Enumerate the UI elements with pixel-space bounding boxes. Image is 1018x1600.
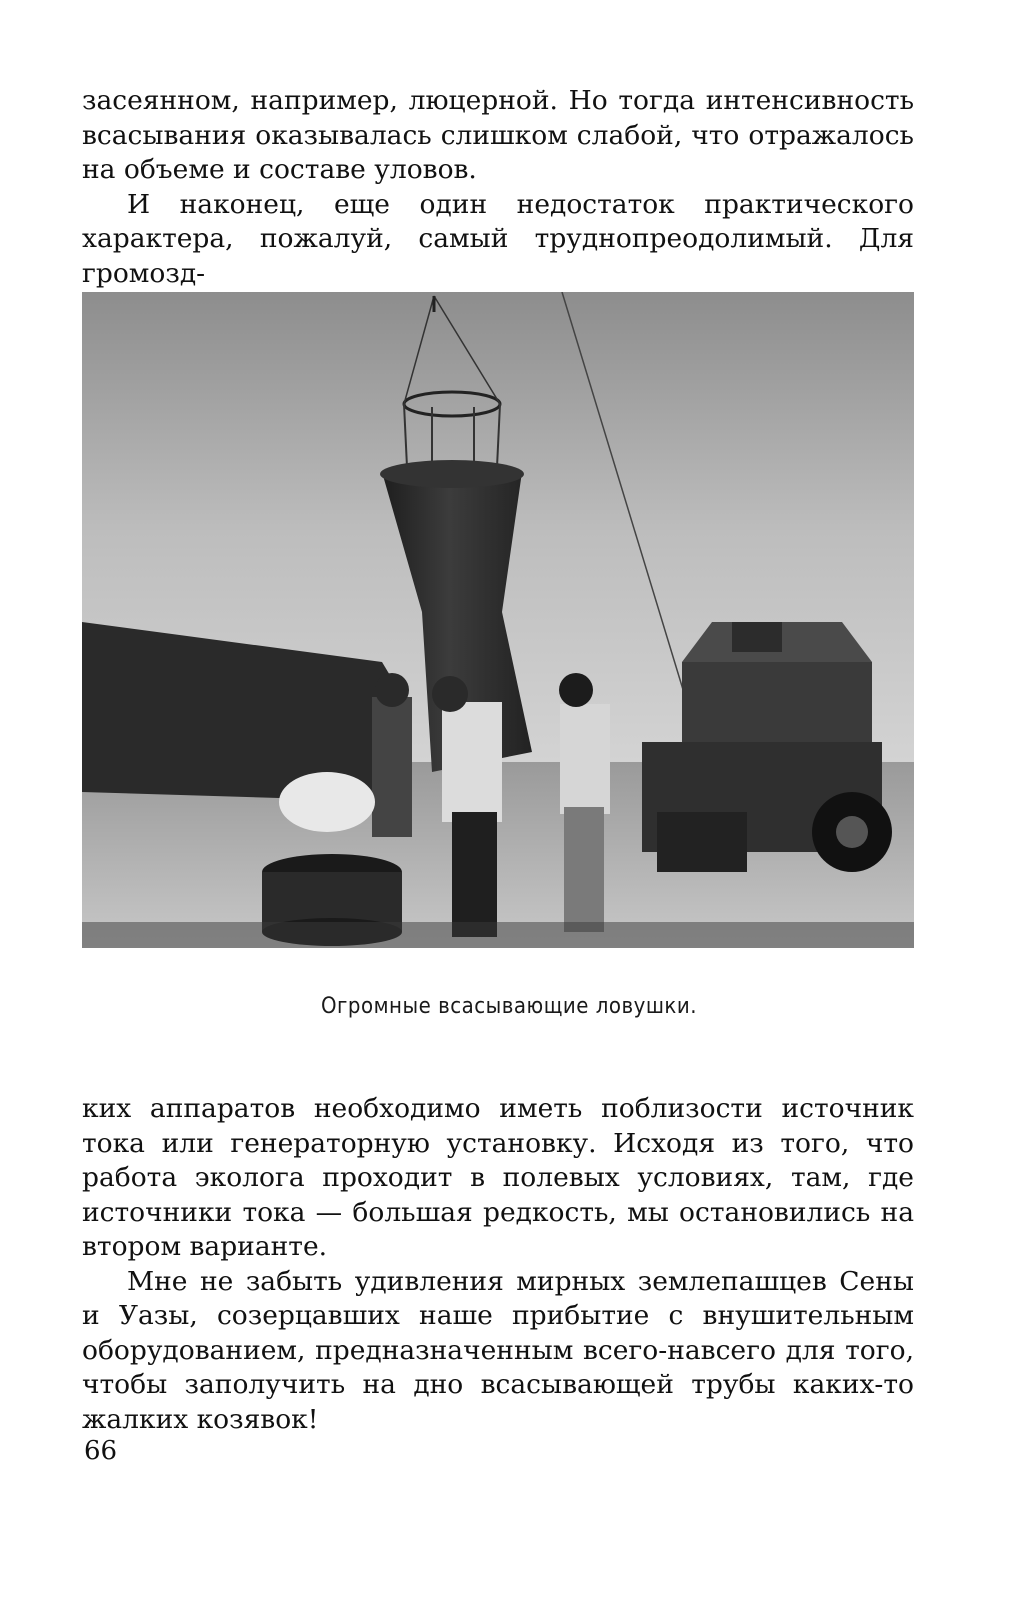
- paragraph-continuation: ких аппаратов необходимо иметь поблизости источник тока или генераторную установку. Исходя из того, что работа эколога проходит в полевых условиях, там, где источники тока — большая редкость, мы остановились на втором варианте.: [82, 1093, 914, 1262]
- photograph-suction-trap: [82, 292, 914, 948]
- bottom-text-block: [82, 1092, 914, 1437]
- figure-caption: Огромные всасывающие ловушки.: [320, 994, 698, 1019]
- paragraph: Мне не забыть удивления мирных землепашцев Сены и Уазы, созерцавших наше прибытие с внушительным оборудованием, предназначенным всего-навсего для того, чтобы заполучить на дно всасывающей трубы каких-то жалких козявок!: [82, 1265, 914, 1435]
- paragraph: И наконец, еще один недостаток практического характера, пожалуй, самый труднопреодолимый. Для громозд-: [82, 188, 914, 289]
- page-number: 66: [84, 1436, 118, 1466]
- top-text-block: [82, 84, 914, 291]
- paragraph-continuation: засеянном, например, люцерной. Но тогда интенсивность всасывания оказывалась слишком слабой, что отражалось на объеме и составе уловов.: [82, 85, 914, 185]
